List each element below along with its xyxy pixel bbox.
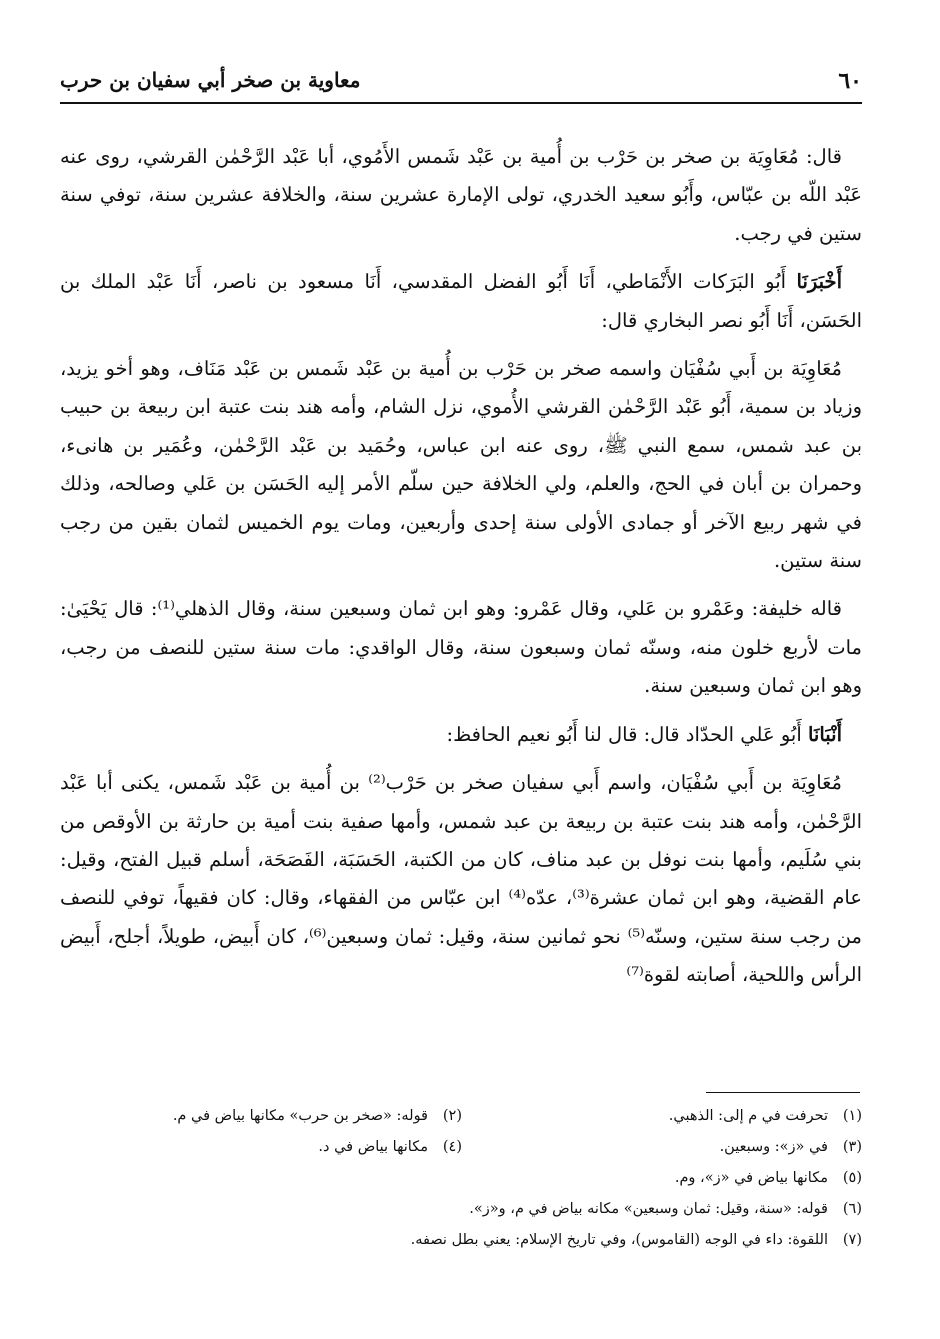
- footnote-7: [411, 1226, 862, 1254]
- footnote-text: مكانها بياض في د.: [318, 1139, 428, 1155]
- footnote-3: [720, 1133, 862, 1161]
- main-text: [60, 138, 862, 995]
- footnote-5: [675, 1164, 862, 1192]
- footnote-number: (٤): [442, 1139, 462, 1155]
- footnote-4: [318, 1133, 462, 1161]
- footnote-text: اللقوة: داء في الوجه (القاموس)، وفي تاريخ الإسلام: يعني بطل نصفه.: [410, 1232, 828, 1248]
- footnote-number: (٥): [842, 1170, 862, 1186]
- paragraph-6: [60, 764, 862, 994]
- footnote-number: (٦): [842, 1201, 862, 1217]
- paragraph-text: قاله خليفة: وعَمْرو بن عَلي، وقال عَمْرو: وهو ابن ثمان وسبعين سنة، وقال الذهلي⁽¹⁾: قال يَحْيَىٰ: مات لأربع خلون منه، وسنّه ثمان وسبعون سنة، وقال الواقدي: مات سنة ستين للنصف من رجب، وهو ابن ثمان وسبعين سنة.: [60, 597, 862, 698]
- paragraph-text: قال: مُعَاوِيَة بن صخر بن حَرْب بن أُمية بن عَبْد شَمس الأَمُوي، أبا عَبْد الرَّحْمٰن القرشي، روى عنه عَبْد اللّه بن عبّاس، وأَبُو سعيد الخدري، تولى الإمارة عشرين سنة، والخلافة عشرين سنة، توفي سنة ستين في رجب.: [60, 145, 862, 245]
- paragraph-lead: أَخْبَرَنَا: [796, 270, 842, 294]
- footnote-number: (٢): [442, 1108, 462, 1124]
- footnote-text: مكانها بياض في «ز»، وم.: [674, 1170, 828, 1186]
- paragraph-2: [60, 263, 862, 340]
- footnote-separator: [706, 1092, 860, 1093]
- page-header: [60, 66, 862, 100]
- footnote-number: (١): [842, 1108, 862, 1124]
- paragraph-text: أَبُو عَلي الحدّاد قال: قال لنا أَبُو نعيم الحافظ:: [446, 722, 808, 746]
- footnote-number: (٧): [842, 1232, 862, 1248]
- paragraph-1: [60, 138, 862, 253]
- footnote-text: تحرفت في م إلى: الذهبي.: [668, 1108, 828, 1124]
- header-rule: [60, 102, 862, 104]
- footnote-1: [669, 1102, 862, 1130]
- paragraph-lead: أَنْبَانَا: [807, 722, 842, 746]
- paragraph-text: أَبُو البَرَكات الأَنْمَاطي، أَنَا أَبُو الفضل المقدسي، أَنَا مسعود بن ناصر، أَنَا عَبْد الملك بن الحَسَن، أَنَا أَبُو نصر البخاري قال:: [60, 270, 862, 332]
- paragraph-text: مُعَاوِيَة بن أَبي سُفْيَان، واسم أَبي سفيان صخر بن حَرْب⁽²⁾ بن أُمية بن عَبْد شَمس، يكنى أبا عَبْد الرَّحْمٰن، وأمه هند بنت عتبة بن ربيعة بن عبد شمس، وأمها صفية بنت أمية بن حارثة بن الأوقص من بني سُلَيم، وأمها بنت نوفل بن عبد مناف، كان من الكتبة، الحَسَبَة، الفَصَحَة، أسلم قبيل الفتح، وقيل: عام القضية، وهو ابن ثمان عشرة⁽³⁾، عدّه⁽⁴⁾ ابن عبّاس من الفقهاء، وقال: كان فقيهاً، توفي للنصف من رجب سنة ستين، وسنّه⁽⁵⁾ نحو ثمانين سنة، وقيل: ثمان وسبعين⁽⁶⁾، كان أَبيض، طويلاً، أجلح، أَبيض الرأس واللحية، أصابته لقوة⁽⁷⁾: [60, 771, 862, 987]
- running-title: معاوية بن صخر أبي سفيان بن حرب: [60, 68, 361, 92]
- footnote-2: [173, 1102, 462, 1130]
- paragraph-3: [60, 350, 862, 580]
- footnote-number: (٣): [842, 1139, 862, 1155]
- footnote-6: [469, 1195, 862, 1223]
- footnote-text: في «ز»: وسبعين.: [719, 1139, 828, 1155]
- footnote-text: قوله: «صخر بن حرب» مكانها بياض في م.: [172, 1108, 428, 1124]
- paragraph-text: مُعَاوِيَة بن أَبي سُفْيَان واسمه صخر بن حَرْب بن أُمية بن عَبْد شَمس بن عَبْد مَنَاف، وهو أخو يزيد، وزياد بن سمية، أَبُو عَبْد الرَّحْمٰن القرشي الأُموي، نزل الشام، وأمه هند بنت عتبة ابن ربيعة بن حبيب بن عبد شمس، سمع النبي ﷺ، روى عنه ابن عباس، وحُمَيد بن عَبْد الرَّحْمٰن، وعُمَير بن هانىء، وحمران بن أبان في الحج، والعلم، ولي الخلافة حين سلّم الأمر إليه الحَسَن بن عَلي وصالحه، وذلك في شهر ربيع الآخر أو جمادى الأولى سنة إحدى وأربعين، ومات يوم الخميس لثمان بقين من رجب سنة ستين.: [60, 357, 862, 573]
- paragraph-5: [60, 716, 862, 754]
- page-number: ٦٠: [838, 68, 862, 94]
- footnote-text: قوله: «سنة، وقيل: ثمان وسبعين» مكانه بياض في م، و«ز».: [469, 1201, 828, 1217]
- paragraph-4: [60, 590, 862, 705]
